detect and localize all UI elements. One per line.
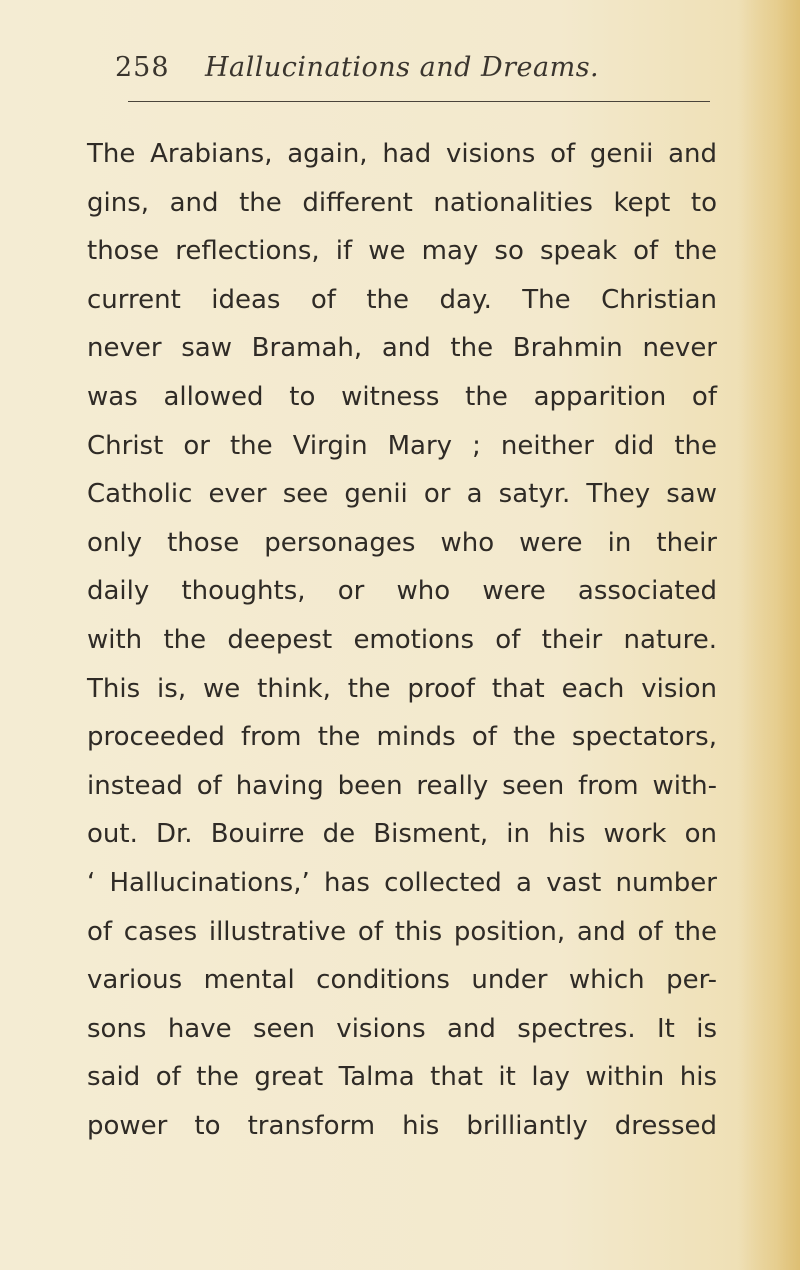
running-title: Hallucinations and Dreams.	[205, 52, 600, 83]
text-line: only those personages who were in their	[87, 527, 717, 558]
text-line: those reflections, if we may so speak of the	[87, 236, 717, 267]
text-line: with the deepest emotions of their nature.	[87, 624, 717, 655]
body-text	[87, 130, 717, 1150]
text-line: proceeded from the minds of the spectators,	[87, 722, 717, 753]
text-line: This is, we think, the proof that each vision	[87, 673, 717, 704]
text-line: said of the great Talma that it lay within his	[87, 1062, 717, 1093]
text-line: instead of having been really seen from with-	[87, 770, 717, 801]
text-line: various mental conditions under which per-	[87, 965, 717, 996]
text-line: never saw Bramah, and the Brahmin never	[87, 333, 717, 364]
page-number: 258	[115, 52, 170, 83]
text-line: out. Dr. Bouirre de Bisment, in his work on	[87, 819, 717, 850]
page-header	[115, 52, 715, 92]
text-line: The Arabians, again, had visions of genii and	[87, 139, 717, 169]
text-line: daily thoughts, or who were associated	[87, 576, 717, 607]
text-line: of cases illustrative of this position, and of the	[87, 916, 717, 947]
text-line: Christ or the Virgin Mary ; neither did the	[87, 430, 717, 461]
text-line: gins, and the different nationalities kept to	[87, 187, 717, 218]
text-line: power to transform his brilliantly dressed	[87, 1110, 717, 1141]
header-rule	[128, 101, 710, 102]
text-line: Catholic ever see genii or a satyr. They saw	[87, 479, 717, 510]
text-line: was allowed to witness the apparition of	[87, 381, 717, 412]
text-line: sons have seen visions and spectres. It is	[87, 1013, 717, 1044]
text-line: current ideas of the day. The Christian	[87, 284, 717, 315]
page-edge-stain	[740, 0, 800, 1270]
text-line: ‘ Hallucinations,’ has collected a vast number	[87, 867, 717, 898]
